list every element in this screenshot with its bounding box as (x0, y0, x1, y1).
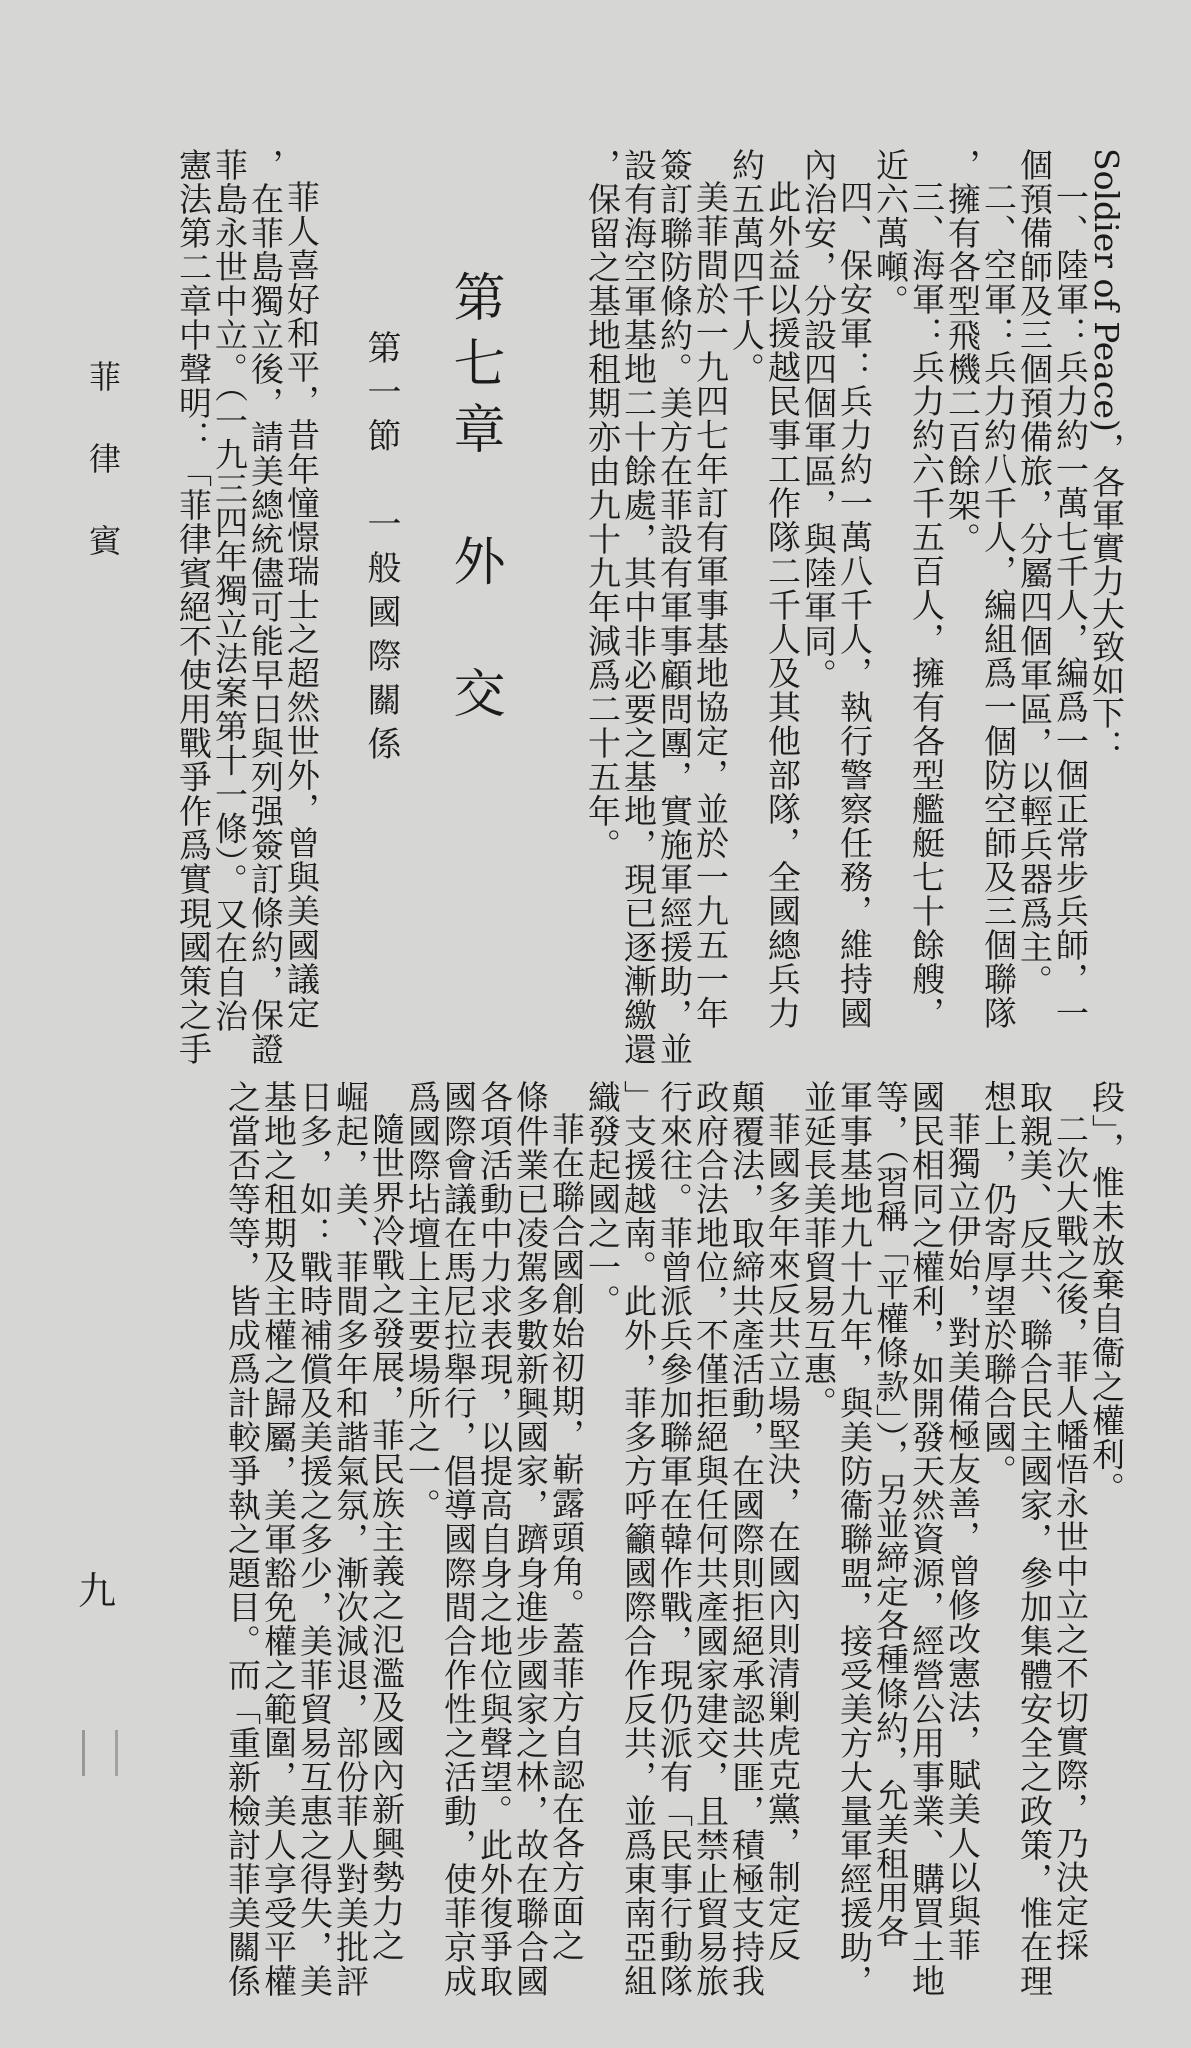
text-column: 」支援越南。此外，菲多方呼籲國際合作反共，並爲東南亞組 (619, 1080, 658, 1998)
running-title: 菲律賓 (84, 360, 122, 606)
text-column: 二、空軍：兵力約八千人，編組爲一個防空師及三個聯隊 (979, 180, 1018, 1030)
section-heading: 第一節 一般國際關係 (361, 330, 401, 770)
text-column: 設有海空軍基地二十餘處，其中非必要之基地，現已逐漸繳還 (619, 148, 658, 1066)
text-column: 菲獨立伊始，對美備極友善，曾修改憲法，賦美人以與菲 (943, 1112, 982, 1962)
text-column: ，擁有各型飛機二百餘架。 (943, 148, 982, 556)
text-column: 國際會議在馬尼拉舉行，倡導國際間合作性之活動，使菲京成 (439, 1080, 478, 1998)
text-column: 各項活動中力求表現，以提高自身之地位與聲望。此外復爭取 (475, 1080, 514, 1998)
text-column: 崛起，美、菲間多年和諧氣氛，漸次減退，部份菲人對美批評 (331, 1080, 370, 1998)
text-column: 並延長美菲貿易互惠。 (799, 1080, 838, 1420)
text-column: 隨世界冷戰之發展，菲民族主義之氾濫及國內新興勢力之 (367, 1112, 406, 1962)
text-column: 約五萬四千人。 (727, 148, 766, 386)
text-column: 菲在聯合國創始初期，嶄露頭角。蓋菲方自認在各方面之 (547, 1112, 586, 1962)
text-column: 取親美、反共、聯合民主國家，參加集體安全之政策，惟在理 (1015, 1080, 1054, 1998)
text-column: 二次大戰之後，菲人幡悟永世中立之不切實際，乃決定採 (1051, 1112, 1090, 1962)
text-column: 爲國際坫壇上主要場所之一。 (403, 1080, 442, 1522)
text-column: Soldier of Peace)，各軍實力大致如下： (1087, 148, 1126, 762)
text-column: 顛覆法，取締共產活動，在國際則拒絕承認共匪，積極支持我 (727, 1080, 766, 1998)
text-column: 菲人喜好和平，昔年憧憬瑞士之超然世外，曾與美國議定 (282, 180, 321, 1030)
chapter-heading: 第七章 外 交 (444, 270, 504, 732)
text-column: 行來往。菲曾派兵參加聯軍在韓作戰，現仍派有「民事行動隊 (655, 1080, 694, 1998)
text-column: 條件業已凌駕多數新興國家，躋身進步國家之林，故在聯合國 (511, 1080, 550, 1998)
text-column: 內治安，分設四個軍區，與陸軍同。 (799, 148, 838, 692)
text-column: ，在菲島獨立後，請美總統儘可能早日與列强簽訂條約，保證 (246, 148, 285, 1066)
text-column: 四、保安軍：兵力約一萬八千人，執行警察任務，維持國 (835, 180, 874, 1030)
text-column: 等，（習稱「平權條款」），另並締定各種條約，允美租用各 (871, 1080, 910, 1949)
text-column: 菲島永世中立。（一九三四年獨立法案第十一條）。又在自治 (210, 148, 249, 1033)
page-stamp-mark (82, 1730, 118, 1776)
page-number: 九 (78, 1569, 117, 1613)
text-column: 一、陸軍：兵力約一萬七千人，編爲一個正常步兵師，一 (1051, 180, 1090, 1030)
text-column: 菲國多年來反共立場堅決，在國內則清剿虎克黨，制定反 (763, 1112, 802, 1962)
text-column: 三、海軍：兵力約六千五百人，擁有各型艦艇七十餘艘， (907, 180, 946, 1030)
text-column: 織發起國之一。 (583, 1080, 622, 1318)
text-column: 簽訂聯防條約。美方在菲設有軍事顧問團，實施軍經援助，並 (655, 148, 694, 1066)
text-column: 國民相同之權利，如開發天然資源，經營公用事業、購買土地 (907, 1080, 946, 1998)
text-column: 段」，惟未放棄自衞之權利。 (1087, 1080, 1126, 1506)
text-column: 此外益以援越民事工作隊二千人及其他部隊，全國總兵力 (763, 180, 802, 1030)
text-column: 基地之租期及主權之歸屬，美軍豁免權之範圍，美人享受平權 (259, 1080, 298, 1998)
text-column: 政府合法地位，不僅拒絕與任何共產國家建交，且禁止貿易旅 (691, 1080, 730, 1998)
text-column: ，保留之基地租期亦由九十九年減爲二十五年。 (583, 148, 622, 862)
text-column: 想上，仍寄厚望於聯合國。 (979, 1080, 1018, 1488)
text-column: 美菲間於一九四七年訂有軍事基地協定，並於一九五一年 (691, 180, 730, 1030)
text-column: 近六萬噸。 (871, 148, 910, 318)
text-column: 日多，如：戰時補償及美援之多少，美菲貿易互惠之得失，美 (295, 1080, 334, 1998)
text-column: 之當否等等，皆成爲計較爭執之題目。而「重新檢討菲美關係 (223, 1080, 262, 1998)
text-column: 憲法第二章中聲明：「菲律賓絕不使用戰爭作爲實現國策之手 (174, 148, 213, 1066)
text-column: 個預備師及三個預備旅，分屬四個軍區，以輕兵器爲主。 (1015, 148, 1054, 998)
text-column: 軍事基地九十九年，與美防衞聯盟，接受美方大量軍經援助， (835, 1080, 874, 1998)
